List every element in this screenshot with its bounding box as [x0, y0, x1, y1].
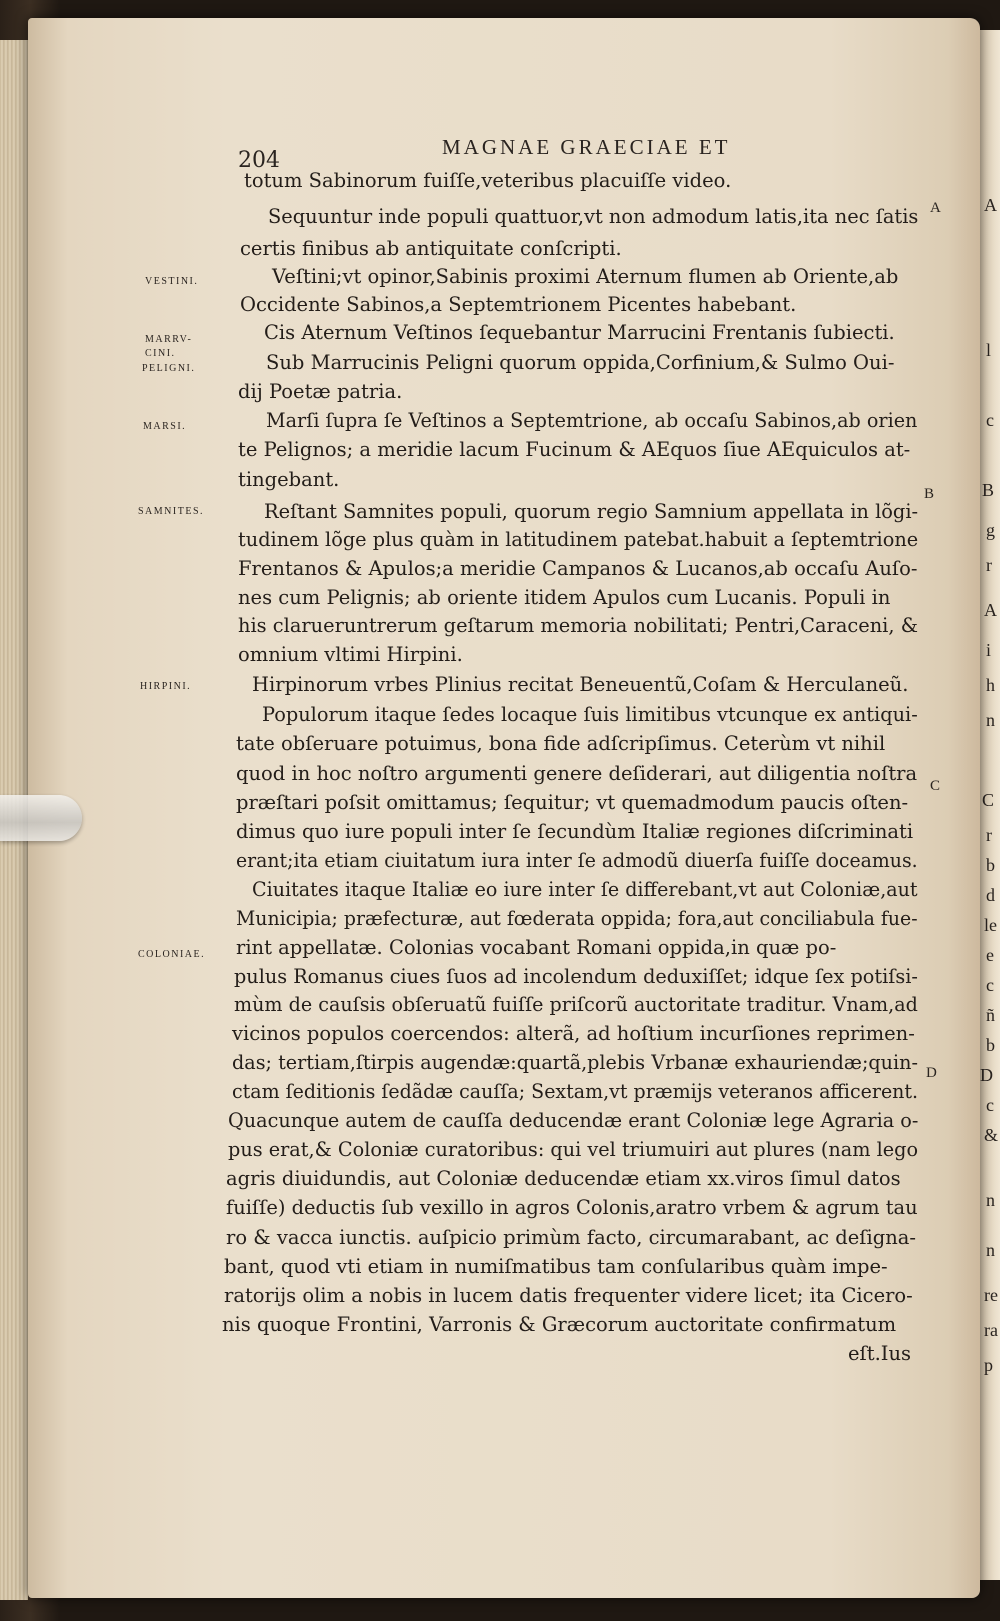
edge-letter: d — [986, 885, 995, 905]
text-line: nis quoque Frontini, Varronis & Græcorum auctoritate confirmatum — [222, 1313, 897, 1336]
edge-letter: h — [986, 675, 995, 695]
text-line: tudinem lõge plus quàm in latitudinem patebat.habuit a ſeptemtrione — [238, 528, 919, 551]
page-clip — [0, 795, 82, 841]
text-line: quod in hoc noſtro argumenti genere deſiderari, aut diligentia noſtra — [236, 762, 918, 785]
text-line: te Pelignos; a meridie lacum Fucinum & AEquos ſiue AEquiculos at- — [238, 438, 911, 461]
edge-letter: r — [986, 825, 992, 845]
text-line: pulus Romanus ciues ſuos ad incolendum deduxiſſet; idque ſex potiſsi- — [234, 965, 918, 988]
text-line: Quacunque autem de cauſſa deducendæ erant Coloniæ lege Agraria o- — [228, 1109, 919, 1132]
edge-letter: e — [986, 945, 994, 965]
edge-letter: C — [982, 790, 995, 810]
text-line: Frentanos & Apulos;a meridie Campanos & Lucanos,ab occaſu Auſo- — [238, 557, 918, 580]
edge-letter: & — [984, 1125, 999, 1145]
text-line: Sub Marrucinis Peligni quorum oppida,Corfinium,& Sulmo Oui- — [266, 351, 895, 374]
text-line: his clarueruntrerum geſtarum memoria nobilitati; Pentri,Caraceni, & — [238, 614, 918, 637]
margin-note-hirpini: HIRPINI. — [140, 681, 192, 692]
side-letter-c: C — [930, 778, 941, 794]
text-line: Sequuntur inde populi quattuor,vt non admodum latis,ita nec ſatis — [268, 205, 919, 228]
edge-letter: p — [984, 1355, 993, 1375]
edge-letter: D — [980, 1065, 993, 1085]
edge-letter: r — [986, 555, 992, 575]
margin-note-coloniae: COLONIAE. — [138, 949, 206, 960]
text-line: certis finibus ab antiquitate conſcripti. — [240, 237, 622, 260]
text-line: mùm de cauſsis obſeruatũ fuiſſe priſcorũ auctoritate traditur. Vnam,ad — [234, 993, 918, 1016]
edge-letter: ra — [984, 1320, 998, 1340]
running-head: MAGNAE GRAECIAE ET — [442, 135, 731, 159]
edge-letter: c — [986, 1095, 994, 1115]
margin-note-vestini: VESTINI. — [145, 276, 199, 287]
text-line: tingebant. — [238, 468, 340, 491]
edge-letter: n — [986, 710, 995, 730]
text-line: Municipia; præfecturæ, aut fœderata oppida; fora,aut conciliabula fue- — [236, 907, 918, 930]
text-line: fuiſſe) deductis ſub vexillo in agros Colonis,aratro vrbem & agrum tau — [226, 1196, 918, 1219]
margin-note-samnites: SAMNITES. — [138, 506, 205, 517]
edge-letter: B — [982, 480, 995, 500]
text-line: Reſtant Samnites populi, quorum regio Samnium appellata in lõgi- — [264, 500, 919, 523]
edge-letter: A — [984, 195, 997, 215]
facing-page-edge — [980, 30, 1000, 1580]
text-line: præſtari poſsit omittamus; ſequitur; vt quemadmodum paucis oſten- — [236, 791, 909, 814]
text-line: nes cum Pelignis; ab oriente itidem Apulos cum Lucanis. Populi in — [238, 586, 891, 609]
side-letter-b: B — [924, 486, 935, 502]
edge-letter: c — [986, 410, 994, 430]
text-line: Cis Aternum Veſtinos ſequebantur Marrucini Frentanis ſubiecti. — [264, 321, 895, 344]
text-line: omnium vltimi Hirpini. — [238, 643, 463, 666]
text-line: Veſtini;vt opinor,Sabinis proximi Aternum flumen ab Oriente,ab — [272, 265, 899, 288]
side-letter-a: A — [930, 200, 941, 216]
edge-letter: n — [986, 1240, 995, 1260]
edge-letter: re — [984, 1285, 998, 1305]
text-line: bant, quod vti etiam in numiſmatibus tam conſularibus quàm impe- — [224, 1255, 888, 1278]
margin-note-marsi: MARSI. — [143, 421, 187, 432]
text-line: Hirpinorum vrbes Plinius recitat Beneuentũ,Coſam & Herculaneũ. — [252, 673, 909, 696]
margin-note-marrucini: MARRV-CINI. — [145, 334, 193, 359]
edge-letter: b — [986, 1035, 995, 1055]
edge-letter: A — [984, 600, 997, 620]
text-line: pus erat,& Coloniæ curatoribus: qui vel triumuiri aut plures (nam lego — [228, 1138, 919, 1161]
text-line: dimus quo iure populi inter ſe ſecundùm Italiæ regiones diſcriminati — [236, 820, 914, 843]
text-line: ctam ſeditionis ſedãdæ cauſſa; Sextam,vt præmijs veteranos afficerent. — [232, 1080, 919, 1103]
text-line: Marſi ſupra ſe Veſtinos a Septemtrione, ab occaſu Sabinos,ab orien — [266, 409, 918, 432]
edge-letter: l — [986, 340, 992, 360]
text-line: totum Sabinorum fuiſſe,veteribus placuiſſe video. — [244, 169, 732, 192]
edge-letter: g — [986, 520, 995, 540]
margin-note-peligni: PELIGNI. — [142, 363, 196, 374]
text-line: ratorijs olim a nobis in lucem datis frequenter videre licet; ita Cicero- — [224, 1284, 913, 1307]
page-number: 204 — [238, 148, 280, 173]
text-line: dij Poetæ patria. — [238, 380, 403, 403]
text-line: ro & vacca iunctis. auſpicio primùm facto, circumarabant, ac deſigna- — [226, 1226, 917, 1249]
text-line: das; tertiam,ſtirpis augendæ:quartã,plebis Vrbanæ exhauriendæ;quin- — [232, 1051, 918, 1074]
edge-letter: le — [984, 915, 997, 935]
edge-letter: ñ — [986, 1005, 995, 1025]
text-line: Ciuitates itaque Italiæ eo iure inter ſe differebant,vt aut Coloniæ,aut — [252, 878, 918, 901]
catchword: eſt.Ius — [848, 1342, 912, 1365]
text-line: Populorum itaque ſedes locaque ſuis limitibus vtcunque ex antiqui- — [262, 703, 918, 726]
text-line: rint appellatæ. Colonias vocabant Romani oppida,in quæ po- — [236, 936, 837, 959]
side-letter-d: D — [926, 1065, 937, 1081]
edge-letter: b — [986, 855, 995, 875]
text-line: Occidente Sabinos,a Septemtrionem Picentes habebant. — [240, 293, 797, 316]
text-line: erant;ita etiam ciuitatum iura inter ſe admodũ diuerſa fuiſſe doceamus. — [236, 849, 918, 872]
edge-letter: c — [986, 975, 994, 995]
edge-letter: i — [986, 640, 992, 660]
edge-letter: n — [986, 1190, 995, 1210]
text-line: vicinos populos coercendos: alterã, ad hoſtium incurſiones reprimen- — [232, 1022, 915, 1045]
text-line: tate obſeruare potuimus, bona fide adſcripſimus. Ceterùm vt nihil — [236, 732, 886, 755]
text-line: agris diuidundis, aut Coloniæ deducendæ etiam xx.viros ſimul datos — [226, 1167, 901, 1190]
